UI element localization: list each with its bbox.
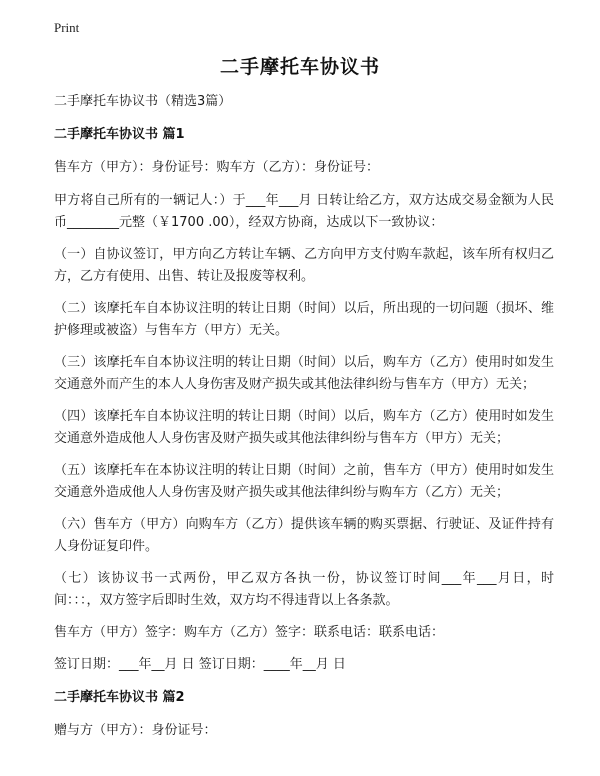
section-2-parties: 赠与方（甲方）：身份证号： <box>54 723 217 738</box>
document-title: 二手摩托车协议书 <box>219 56 380 78</box>
section-1-heading: 二手摩托车协议书 篇1 <box>54 127 185 142</box>
section-1-parties: 售车方（甲方）：身份证号：购车方（乙方）：身份证号： <box>54 160 380 175</box>
clause-5: （五）该摩托车在本协议注明的转让日期（时间）之前，售车方（甲方）使用时如发生交通意外造成他人人身伤害及财产损失或其他法律纠纷与购车方（乙方）无关； <box>54 463 554 500</box>
section-2-heading: 二手摩托车协议书 篇2 <box>54 690 185 705</box>
print-link[interactable]: Print <box>54 20 80 35</box>
clause-6: （六）售车方（甲方）向购车方（乙方）提供该车辆的购买票据、行驶证、及证件持有人身份证复印件。 <box>54 517 554 554</box>
date-line: 签订日期：___年__月 日 签订日期：____年__月 日 <box>54 657 346 672</box>
clause-2: （二）该摩托车自本协议注明的转让日期（时间）以后，所出现的一切问题（损坏、维护修理或被盗）与售车方（甲方）无关。 <box>54 301 554 338</box>
signature-line: 售车方（甲方）签字：购车方（乙方）签字：联系电话：联系电话： <box>54 625 445 640</box>
section-1-intro: 甲方将自己所有的一辆记人：）于___年___月 日转让给乙方，双方达成交易金额为人民币________元整（￥1700 .00），经双方协商，达成以下一致协议： <box>54 193 554 230</box>
document-subtitle: 二手摩托车协议书（精选3篇） <box>54 94 232 109</box>
clause-1: （一）自协议签订，甲方向乙方转让车辆、乙方向甲方支付购车款起，该车所有权归乙方，乙方有使用、出售、转让及报废等权利。 <box>54 247 554 284</box>
clause-4: （四）该摩托车自本协议注明的转让日期（时间）以后，购车方（乙方）使用时如发生交通意外造成他人人身伤害及财产损失或其他法律纠纷与售车方（甲方）无关； <box>54 409 554 446</box>
clause-7: （七）该协议书一式两份，甲乙双方各执一份，协议签订时间___年___月日，时间：：：，双方签字后即时生效，双方均不得违背以上各条款。 <box>54 571 554 608</box>
clause-3: （三）该摩托车自本协议注明的转让日期（时间）以后，购车方（乙方）使用时如发生交通意外而产生的本人人身伤害及财产损失或其他法律纠纷与售车方（甲方）无关； <box>54 355 554 392</box>
document-body <box>54 91 554 742</box>
